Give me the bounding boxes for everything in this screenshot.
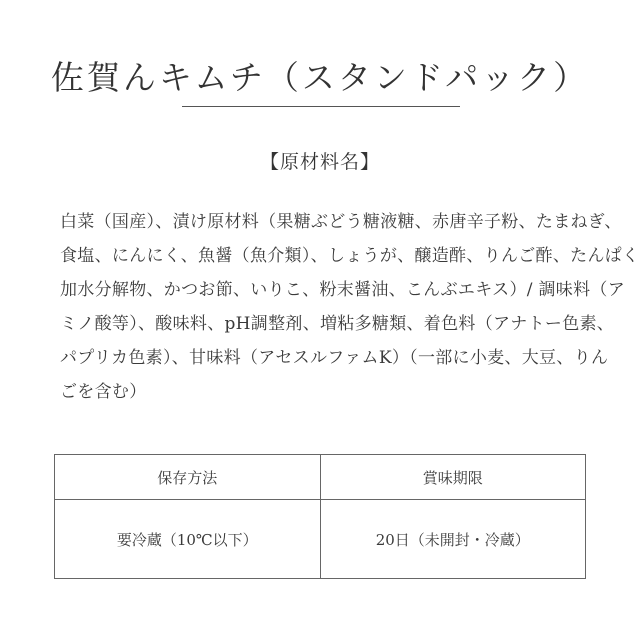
ingredients-line: ごを含む） bbox=[60, 382, 147, 402]
ingredients-line: 白菜（国産）、漬け原材料（果糖ぶどう糖液糖、赤唐辛子粉、たまねぎ、 bbox=[60, 212, 622, 232]
storage-method-value: 要冷蔵（10℃以下） bbox=[55, 500, 321, 579]
product-title: 佐賀んキムチ（スタンドパック） bbox=[50, 58, 590, 97]
ingredients-heading: 【原材料名】 bbox=[259, 151, 380, 173]
table-row bbox=[55, 500, 586, 579]
ingredients-line: パプリカ色素）、甘味料（アセスルファムK）（一部に小麦、大豆、りん bbox=[60, 348, 609, 368]
storage-method-header: 保存方法 bbox=[55, 455, 321, 500]
ingredients-text bbox=[60, 205, 640, 409]
ingredients-line: 食塩、にんにく、魚醤（魚介類）、しょうが、醸造酢、りんご酢、たんぱく bbox=[60, 246, 640, 266]
ingredients-line: ミノ酸等）、酸味料、pH調整剤、増粘多糖類、着色料（アナトー色素、 bbox=[60, 314, 615, 334]
best-before-value: 20日（未開封・冷蔵） bbox=[320, 500, 586, 579]
table-header-row bbox=[55, 455, 586, 500]
storage-info-table bbox=[54, 454, 586, 579]
best-before-header: 賞味期限 bbox=[320, 455, 586, 500]
ingredients-line: 加水分解物、かつお節、いりこ、粉末醤油、こんぶエキス）/ 調味料（ア bbox=[60, 280, 625, 300]
title-underline bbox=[182, 106, 460, 107]
